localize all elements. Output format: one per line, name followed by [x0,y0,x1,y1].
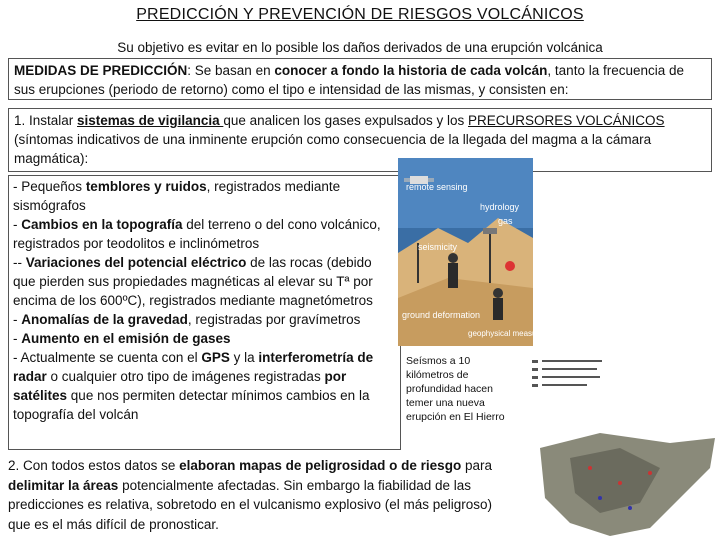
label-remote-sensing: remote sensing [406,182,468,192]
list-item: - Cambios en la topografía del terreno o del cono volcánico, registrados por teodolitos e inclinómetros [13,217,381,251]
prediction-box [8,58,712,100]
label-geophysical: geophysical measurements [468,329,566,338]
page-title: PREDICCIÓN Y PREVENCIÓN DE RIESGOS VOLCÁNICOS [136,6,584,23]
list-item: - Aumento en el emisión de gases [13,331,231,346]
monitoring-illustration [398,158,566,346]
label-ground-deformation: ground deformation [402,310,481,320]
install-bold-1: sistemas de vigilancia [77,113,224,128]
install-text-1: 1. Instalar [14,113,78,128]
list-item: - Pequeños temblores y ruidos, registrados mediante sismógrafos [13,179,341,213]
caption: Seísmos a 10 kilómetros de profundidad hacen temer una nueva erupción en El Hierro [406,355,505,423]
list-item: - Anomalías de la gravedad, registradas por gravímetros [13,312,361,327]
install-text-3: (síntomas indicativos de una inminente erupción como consecuencia de la llegada del magma a la cámara magmática): [14,132,652,166]
prediction-text-2: , tanto la frecuencia de sus erupciones (periodo de retorno) como el tipo e intensidad de las mismas, y consisten en: [14,63,685,97]
install-bold-2: PRECURSORES VOLCÁNICOS [468,113,665,128]
map-legend-graphic [530,352,610,412]
label-gas: gas [498,216,513,226]
step-2-text: 2. Con todos estos datos se elaboran mapas de peligrosidad o de riesgo para delimitar la áreas potencialmente afectadas. Sin embargo la fiabilidad de las predicciones es relativa, sobretodo en el vulcanismo explosivo (el más peligroso) que es el más difícil de pronosticar. [8,458,492,532]
prediction-label: MEDIDAS DE PREDICCIÓN [14,63,188,78]
label-seismicity: seismicity [418,242,458,252]
hazard-map-image [530,428,720,540]
list-item: - Actualmente se cuenta con el GPS y la interferometría de radar o cualquier otro tipo de imágenes registradas por satélites que nos permiten detectar mínimos cambios en la topografía del volcán [13,350,374,422]
install-box [8,108,712,172]
list-item: -- Variaciones del potencial eléctrico de las rocas (debido que pierden sus propiedades magnéticas al elevar su Tª por encima de los 600ºC), registrados mediante magnetómetros [13,255,373,308]
prediction-text-1: : Se basan en [187,63,275,78]
label-hydrology: hydrology [480,202,520,212]
subtitle: Su objetivo es evitar en lo posible los daños derivados de una erupción volcánica [117,40,603,55]
install-text-2: que analicen los gases expulsados y los [223,113,469,128]
prediction-bold: conocer a fondo la historia de cada volcán [274,63,548,78]
precursor-list [8,175,401,450]
